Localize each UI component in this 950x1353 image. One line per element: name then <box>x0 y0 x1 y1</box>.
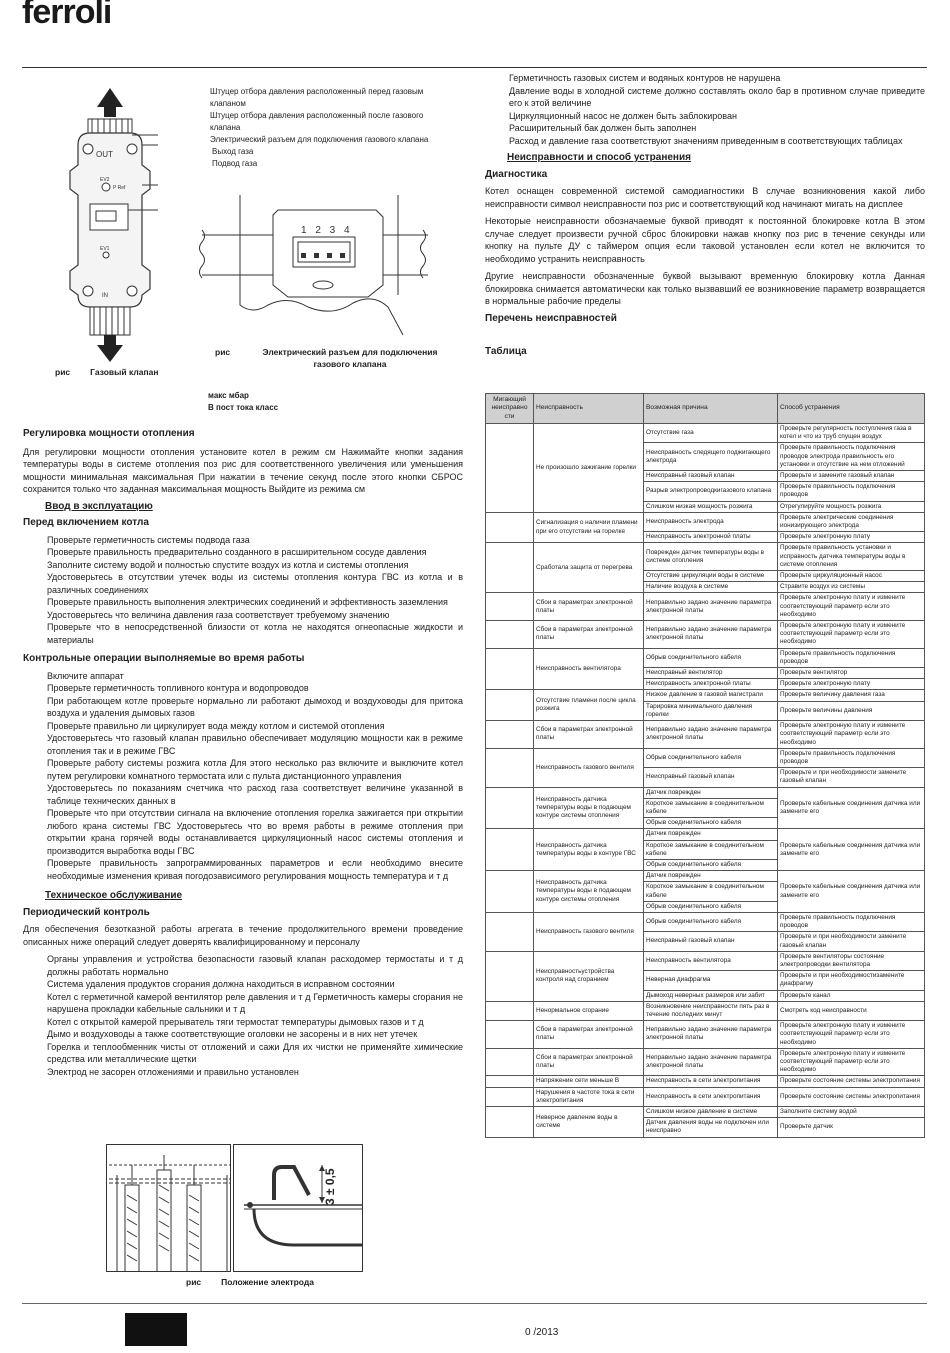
fault-code-cell <box>486 912 534 951</box>
fault-name-cell: Не произошло зажигание горелки <box>534 424 644 513</box>
list-item: Расширительный бак должен быть заполнен <box>509 123 697 133</box>
list-item: Проверьте герметичность системы подвода газа <box>47 534 250 545</box>
fault-solution-cell: Отрегулируйте мощность розжига <box>778 501 925 512</box>
valve-legend <box>200 86 445 170</box>
fault-solution-cell: Стравите воздух из системы <box>778 582 925 593</box>
table-row <box>486 648 925 667</box>
fault-solution-cell: Проверьте величины давления <box>778 701 925 720</box>
fault-table <box>485 393 925 1138</box>
fig-caption-connector: Электрический разъем для подключения газового клапана <box>262 347 438 369</box>
fault-code-cell <box>486 1087 534 1106</box>
table-row <box>486 912 925 931</box>
fault-cause-cell: Неисправность в сети электропитания <box>644 1076 778 1087</box>
maintenance-title: Техническое обслуживание <box>45 890 183 901</box>
fault-code-cell <box>486 748 534 787</box>
fault-code-cell <box>486 1048 534 1076</box>
fault-cause-cell: Поврежден датчик температуры воды в системе отопления <box>644 543 778 571</box>
fault-name-cell: Ненормальное сгорание <box>534 1001 644 1020</box>
fault-cause-cell: Датчик поврежден <box>644 787 778 798</box>
before-start-list <box>23 534 463 647</box>
fault-code-cell <box>486 593 534 621</box>
fault-cause-cell: Неверная диафрагма <box>644 971 778 990</box>
fault-solution-cell: Проверьте и при необходимости замените газовый клапан <box>778 768 925 787</box>
fault-name-cell: Сбои в параметрах электронной платы <box>534 1048 644 1076</box>
fault-cause-cell: Неисправный вентилятор <box>644 668 778 679</box>
fault-cause-cell: Обрыв соединительного кабеля <box>644 901 778 912</box>
fault-cause-cell: Низкое давление в газовой магистрали <box>644 690 778 701</box>
list-item: Проверьте правильность выполнения электрических соединений и эффективность заземления <box>47 597 448 607</box>
legend-item: Выход газа <box>212 147 254 156</box>
fault-cause-cell: Дымоход неверных размеров или забит <box>644 990 778 1001</box>
list-item: Проверьте правильность предварительно созданного в расширительном сосуде давления <box>47 547 427 557</box>
fault-cause-cell: Неисправность электронной платы <box>644 679 778 690</box>
fault-solution-cell: Проверьте величину давления газа <box>778 690 925 701</box>
fault-solution-cell: Проверьте состояние системы электропитания <box>778 1076 925 1087</box>
table-row <box>486 871 925 882</box>
fault-name-cell: Неисправность датчика температуры воды в контуре ГВС <box>534 829 644 871</box>
fault-solution-cell: Проверьте электронную плату <box>778 532 925 543</box>
fault-name-cell: Сбои в параметрах электронной платы <box>534 593 644 621</box>
fault-solution-cell: Проверьте правильность подключения проводов <box>778 748 925 767</box>
fault-cause-cell: Отсутствие циркуляции воды в системе <box>644 571 778 582</box>
diagnostics-text-3: Другие неисправности обозначенные буквой вызывают временную блокировку котла Данная блокировка снимается автоматически как только вызвавший ее возникновение параметр возвращается в нормальные рабочие пределы <box>485 271 925 306</box>
col-header-cause: Возможная причина <box>644 394 778 424</box>
fault-cause-cell: Неисправный газовый клапан <box>644 471 778 482</box>
list-item: Система удаления продуктов сгорания должна находиться в исправном состоянии <box>47 979 395 989</box>
fault-cause-cell: Тарировка минимального давления горелки <box>644 701 778 720</box>
fig-label-valve: рис <box>55 367 71 377</box>
valve-out-label: OUT <box>96 150 113 159</box>
fault-cause-cell: Короткое замыкание в соединительном кабеле <box>644 882 778 901</box>
fault-cause-cell: Возникновение неисправности пять раз в течение последних минут <box>644 1001 778 1020</box>
fault-solution-cell: Проверьте кабельные соединения датчика или замените его <box>778 871 925 913</box>
table-row <box>486 1076 925 1087</box>
fault-cause-cell: Обрыв соединительного кабеля <box>644 859 778 870</box>
table-row <box>486 1001 925 1020</box>
fault-solution-cell: Проверьте правильность подключения проводов <box>778 482 925 501</box>
fault-solution-cell: Смотреть код неисправности <box>778 1001 925 1020</box>
fault-solution-cell: Проверьте вентиляторы состояние электропроводки вентилятора <box>778 951 925 970</box>
list-item: Расход и давление газа соответствуют значениям приведенным в соответствующих таблицах <box>509 135 903 146</box>
fault-cause-cell: Неправильно задано значение параметра электронной платы <box>644 621 778 649</box>
fig-label-electrode: рис <box>186 1277 202 1287</box>
fault-name-cell: Напряжение сети меньше В <box>534 1076 644 1087</box>
table-row <box>486 787 925 798</box>
fault-cause-cell: Датчик поврежден <box>644 871 778 882</box>
fault-solution-cell: Проверьте правильность установки и исправность датчика температуры воды в системе отопления <box>778 543 925 571</box>
list-item: Давление воды в холодной системе должно составлять около бар в противном случае приведите его к этой величине <box>509 85 925 108</box>
fault-name-cell: Сбои в параметрах электронной платы <box>534 721 644 749</box>
list-item: Герметичность газовых систем и водяных контуров не нарушена <box>509 73 781 83</box>
fault-cause-cell: Слишком низкая мощность розжига <box>644 501 778 512</box>
diagnostics-title: Диагностика <box>485 168 548 180</box>
voltage-class-line: В пост тока класс <box>208 403 279 412</box>
list-item: Включите аппарат <box>47 670 124 681</box>
fault-solution-cell: Проверьте канал <box>778 990 925 1001</box>
fault-cause-cell: Неисправность в сети электропитания <box>644 1087 778 1106</box>
fault-code-cell <box>486 424 534 513</box>
max-pressure-line: макс мбар <box>208 391 249 400</box>
table-row <box>486 543 925 571</box>
fault-code-cell <box>486 787 534 829</box>
operation-checks-title: Контрольные операции выполняемые во время работы <box>23 653 305 664</box>
table-row <box>486 721 925 749</box>
list-item: Электрод не засорен отложениями и правильно установлен <box>47 1066 299 1077</box>
legend-item: Электрический разъем для подключения газового клапана <box>210 135 429 144</box>
heating-power-text: Для регулировки мощности отопления установите котел в режим см Нажимайте кнопки задания температуры воды в системе отопления поз рис для соответственного увеличения или уменьшения мощности минимальная максимальная При нажатии в течение секунд после этого кнопки СБРОС сохранится только что заданная максимальная мощность Выйдите из режима см <box>23 446 463 494</box>
valve-in-label: IN <box>102 293 108 299</box>
col-header-solution: Способ устранения <box>778 394 925 424</box>
fault-cause-cell: Слишком низкое давление в системе <box>644 1107 778 1118</box>
periodic-check-text: Для обеспечения безотказной работы агрегата в течение продолжительного времени проведение описанных ниже операций следует доверять квалифицированному и персоналу <box>23 924 463 947</box>
fault-name-cell: Неисправность вентилятора <box>534 648 644 690</box>
fault-code-cell <box>486 1076 534 1087</box>
fault-solution-cell: Заполните систему водой <box>778 1107 925 1118</box>
fault-cause-cell: Короткое замыкание в соединительном кабеле <box>644 840 778 859</box>
list-item: Проверьте работу системы розжига котла Для этого несколько раз включите и выключите котел путем регулировки комнатного термостата или с пульта дистанционного управления <box>47 758 463 781</box>
fault-name-cell: Сигнализация о наличии пламени при его отсутствии на горелке <box>534 512 644 543</box>
faults-title: Неисправности и способ устранения <box>507 152 691 163</box>
fault-name-cell: Нарушения в частоте тока в сети электропитания <box>534 1087 644 1106</box>
fault-solution-cell: Проверьте кабельные соединения датчика или замените его <box>778 787 925 829</box>
table-row <box>486 748 925 767</box>
fault-cause-cell: Обрыв соединительного кабеля <box>644 912 778 931</box>
fault-name-cell: Сбои в параметрах электронной платы <box>534 1021 644 1049</box>
footer-rule <box>22 1303 927 1304</box>
periodic-check-title: Периодический контроль <box>23 906 150 918</box>
fault-solution-cell: Проверьте электронную плату и измените соответствующий параметр если это необходимо <box>778 621 925 649</box>
fault-table-container <box>485 393 925 1138</box>
list-item: Проверьте правильно ли циркулирует вода между котлом и системой отопления <box>47 720 385 731</box>
fault-cause-cell: Неправильно задано значение параметра электронной платы <box>644 1048 778 1076</box>
table-row <box>486 621 925 649</box>
valve-ev1-label: EV1 <box>100 246 110 252</box>
fault-code-cell <box>486 829 534 871</box>
fault-cause-cell: Неисправность вентилятора <box>644 951 778 970</box>
list-item: Горелка и теплообменник чисты от отложений и сажи Для их чистки не применяйте химические средства или металлические щетки <box>47 1041 463 1064</box>
fault-solution-cell: Проверьте состояние системы электропитания <box>778 1087 925 1106</box>
list-item: Дымо и воздуховоды а также соответствующие оголовки не засорены и в них нет утечек <box>47 1029 418 1039</box>
fault-cause-cell: Неправильно задано значение параметра электронной платы <box>644 1021 778 1049</box>
fault-solution-cell: Проверьте и при необходимости замените газовый клапан <box>778 932 925 951</box>
list-item: Котел с герметичной камерой вентилятор реле давления и т д Герметичность камеры сгорания не нарушена прокладки кабельные сальники и т д <box>47 991 463 1014</box>
fault-cause-cell: Наличие воздуха в системе <box>644 582 778 593</box>
valve-pref-label: P Ref <box>113 185 126 191</box>
header-rule <box>22 67 927 68</box>
fault-name-cell: Сбои в параметрах электронной платы <box>534 621 644 649</box>
fault-solution-cell: Проверьте правильность подключения проводов электрода правильность его установки и отсутствие на нем отложений <box>778 443 925 471</box>
fault-cause-cell: Неправильно задано значение параметра электронной платы <box>644 721 778 749</box>
list-item: При работающем котле проверьте нормально ли работают дымоход и воздуховоды для притока воздуха и удаления дымовых газов <box>47 695 463 718</box>
table-row <box>486 1048 925 1076</box>
connector-drawing <box>198 185 438 340</box>
fault-cause-cell: Неправильно задано значение параметра электронной платы <box>644 593 778 621</box>
ferroli-logo: ferroli <box>22 0 112 31</box>
fault-solution-cell: Проверьте электронную плату <box>778 679 925 690</box>
fault-code-cell <box>486 721 534 749</box>
fault-code-cell <box>486 690 534 721</box>
fault-code-cell <box>486 1001 534 1020</box>
list-item: Удостоверьтесь что величина давления газа соответствует требуемому значению <box>47 609 390 620</box>
table-row <box>486 951 925 970</box>
fault-name-cell: Сработала защита от перегрева <box>534 543 644 593</box>
fault-solution-cell: Проверьте электронную плату и измените соответствующий параметр если это необходимо <box>778 721 925 749</box>
fault-solution-cell: Проверьте электронную плату и измените соответствующий параметр если это необходимо <box>778 1048 925 1076</box>
connector-pin-numbers: 1 2 3 4 <box>301 225 353 236</box>
electrode-gap-dimension: 3 ± 0,5 <box>323 1168 337 1205</box>
fault-cause-cell: Датчик поврежден <box>644 829 778 840</box>
fault-cause-cell: Неисправный газовый клапан <box>644 768 778 787</box>
list-item: Циркуляционный насос не должен быть заблокирован <box>509 110 737 121</box>
electrode-drawing-right <box>233 1144 363 1272</box>
fault-solution-cell: Проверьте вентилятор <box>778 668 925 679</box>
fault-solution-cell: Проверьте правильность подключения проводов <box>778 648 925 667</box>
periodic-check-list-continued <box>485 72 925 147</box>
fault-name-cell: Неисправность газового вентиля <box>534 748 644 787</box>
fault-cause-cell: Обрыв соединительного кабеля <box>644 818 778 829</box>
fault-cause-cell: Неисправный газовый клапан <box>644 932 778 951</box>
legend-item: Штуцер отбора давления расположенный после газового клапана <box>210 111 424 132</box>
table-row <box>486 1107 925 1118</box>
list-item: Проверьте что в непосредственной близости от котла не находятся огнеопасные жидкости и материалы <box>47 622 463 645</box>
fault-code-cell <box>486 1107 534 1138</box>
fault-solution-cell: Проверьте кабельные соединения датчика или замените его <box>778 829 925 871</box>
valve-ev2-label: EV2 <box>100 177 110 183</box>
fault-cause-cell: Неисправность электронной платы <box>644 532 778 543</box>
list-item: Заполните систему водой и полностью спустите воздух из котла и системы отопления <box>47 559 409 570</box>
periodic-check-list <box>23 953 463 1078</box>
col-header-fault: Неисправность <box>534 394 644 424</box>
diagnostics-text-2: Некоторые неисправности обозначаемые буквой приводят к постоянной блокировке котла В этом случае следует произвести ручной сброс блокировки нажав кнопку поз рис в течение секунды или кнопку на пульте ДУ с таймером опция если таковой установлен если котел не включится то необходимо устранить неисправность <box>485 216 925 264</box>
operation-checks-list <box>23 670 463 883</box>
table-row <box>486 424 925 443</box>
diagnostics-text-1: Котел оснащен современной системой самодиагностики В случае возникновения какой либо неисправности символ неисправности поз рис и соответствующий код начинают мигать на дисплее <box>485 186 925 209</box>
table-row <box>486 512 925 531</box>
electrode-drawing-left <box>106 1144 231 1272</box>
fault-code-cell <box>486 1021 534 1049</box>
fault-cause-cell: Отсутствие газа <box>644 424 778 443</box>
col-header-code: Мигающий неисправно сти <box>486 394 534 424</box>
fault-name-cell: Неисправностьустройства контроля над сгоранием <box>534 951 644 1001</box>
list-item: Проверьте что при отсутствии сигнала на включение отопления горелка зажигается при открытии любого крана системы ГВС Удостоверьтесь что во время работы в режиме отопления при открытии крана горячей воды останавливается циркуляционный насос системы отопления и производится выработка воды ГВС <box>47 808 463 856</box>
fault-solution-cell: Проверьте циркуляционный насос <box>778 571 925 582</box>
fault-name-cell: Неисправность газового вентиля <box>534 912 644 951</box>
fault-code-cell <box>486 871 534 913</box>
fault-list-title: Перечень неисправностей <box>485 312 617 324</box>
table-row <box>486 1021 925 1049</box>
fault-name-cell: Неверное давление воды в системе <box>534 1107 644 1138</box>
fig-label-connector: рис <box>215 347 231 357</box>
table-row <box>486 690 925 701</box>
fault-name-cell: Неисправность датчика температуры воды в подающем контуре системы отопления <box>534 871 644 913</box>
before-start-title: Перед включением котла <box>23 517 149 528</box>
fault-cause-cell: Датчик давления воды не подключен или неисправно <box>644 1118 778 1137</box>
fault-cause-cell: Обрыв соединительного кабеля <box>644 748 778 767</box>
fig-caption-valve: Газовый клапан <box>90 367 159 377</box>
fault-solution-cell: Проверьте электрические соединения ионизирующего электрода <box>778 512 925 531</box>
fault-cause-cell: Неисправность следящего поджигающего электрода <box>644 443 778 471</box>
fault-solution-cell: Проверьте электронную плату и измените соответствующий параметр если это необходимо <box>778 1021 925 1049</box>
fault-code-cell <box>486 648 534 690</box>
fault-solution-cell: Проверьте датчик <box>778 1118 925 1137</box>
fault-solution-cell: Проверьте и при необходимостизамените диафрагму <box>778 971 925 990</box>
fault-name-cell: Отсутствие пламени после цикла розжига <box>534 690 644 721</box>
gas-valve-drawing <box>40 85 190 370</box>
page-date: 0 /2013 <box>525 1327 559 1338</box>
table-row <box>486 829 925 840</box>
list-item: Органы управления и устройства безопасности газовый клапан расходомер термостаты и т д должны работать нормально <box>47 954 463 977</box>
fault-solution-cell: Проверьте правильность подключения проводов <box>778 912 925 931</box>
legend-item: Штуцер отбора давления расположенный перед газовым клапаном <box>210 87 424 108</box>
fault-cause-cell: Разрыв электропроводкигазового клапана <box>644 482 778 501</box>
list-item: Котел с открытой камерой прерыватель тяги термостат температуры дымовых газов и т д <box>47 1016 424 1027</box>
list-item: Удостоверьтесь в отсутствии утечек воды из системы отопления контура ГВС из котла и в различных соединениях <box>47 572 463 595</box>
heating-power-title: Регулировка мощности отопления <box>23 428 195 439</box>
list-item: Проверьте герметичность топливного контура и водопроводов <box>47 683 309 693</box>
fault-code-cell <box>486 951 534 1001</box>
fault-cause-cell: Короткое замыкание в соединительном кабеле <box>644 798 778 817</box>
table-title: Таблица <box>485 346 527 357</box>
legend-item: Подвод газа <box>212 159 258 168</box>
fault-code-cell <box>486 543 534 593</box>
fault-solution-cell: Проверьте регулярность поступления газа в котел и что из труб спущен воздух <box>778 424 925 443</box>
fault-solution-cell: Проверьте электронную плату и измените соответствующий параметр если это необходимо <box>778 593 925 621</box>
fig-caption-electrode: Положение электрода <box>221 1277 315 1287</box>
fault-cause-cell: Обрыв соединительного кабеля <box>644 648 778 667</box>
table-row <box>486 593 925 621</box>
list-item: Удостоверьтесь что газовый клапан правильно обеспечивает модуляцию мощности как в режиме отопления так и в режиме ГВС <box>47 733 463 756</box>
fault-cause-cell: Неисправность электрода <box>644 512 778 531</box>
table-header-row <box>486 394 925 424</box>
fault-code-cell <box>486 621 534 649</box>
fault-code-cell <box>486 512 534 543</box>
list-item: Проверьте правильность запрограммированных параметров и если необходимо внесите необходимые изменения кривая погодозависимого регулирования мощность температура и т д <box>47 858 463 881</box>
fault-solution-cell: Проверьте и замените газовый клапан <box>778 471 925 482</box>
footer-black-block <box>125 1313 187 1346</box>
list-item: Удостоверьтесь по показаниям счетчика что расход газа соответствует величине указанной в таблице технических данных в <box>47 783 463 806</box>
commissioning-title: Ввод в эксплуатацию <box>45 500 153 512</box>
table-row <box>486 1087 925 1106</box>
fault-name-cell: Неисправность датчика температуры воды в подающем контуре системы отопления <box>534 787 644 829</box>
